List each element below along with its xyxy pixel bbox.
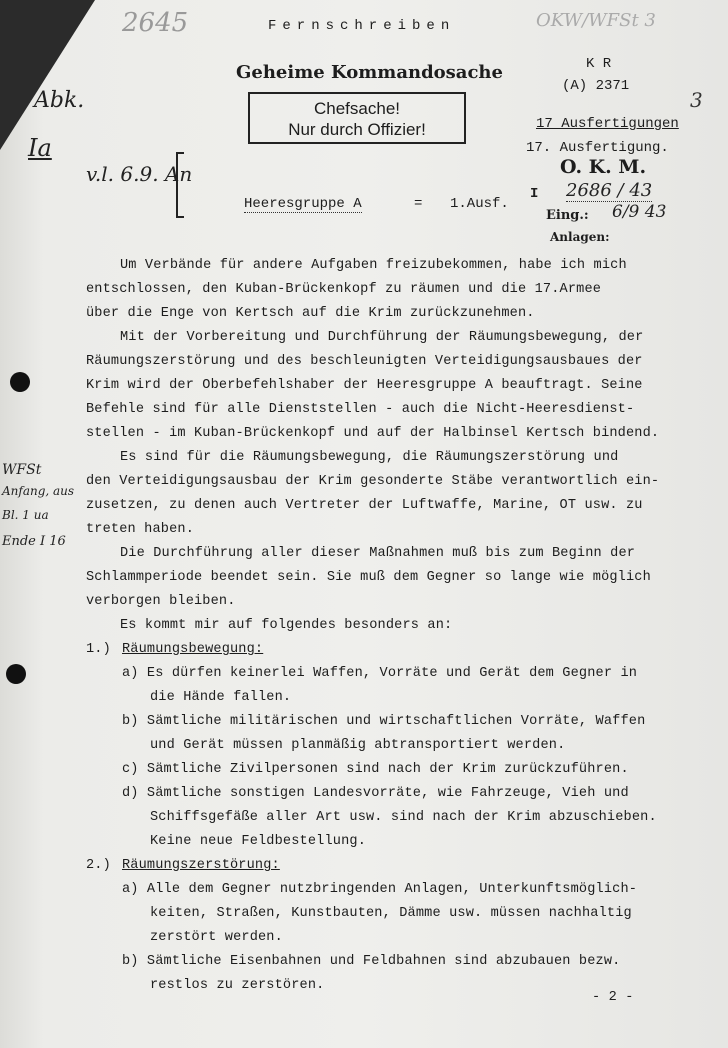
paragraph-line: stellen - im Kuban-Brückenkopf und auf der Halbinsel Kertsch bindend. xyxy=(86,426,660,441)
section-2-item: keiten, Straßen, Kunstbauten, Dämme usw. müssen nachhaltig xyxy=(150,906,632,921)
section-2-item: zerstört werden. xyxy=(150,930,283,945)
okm-label: O. K. M. xyxy=(560,156,647,178)
paragraph-line: den Verteidigungsausbau der Krim gesonderte Stäbe verantwortlich ein- xyxy=(86,474,660,489)
stamp-line-1: Chefsache! xyxy=(314,99,400,118)
section-1-item: Schiffsgefäße aller Art usw. sind nach der Krim abzuschieben. xyxy=(150,810,657,825)
paragraph-line: über die Enge von Kertsch auf die Krim zurückzunehmen. xyxy=(86,306,535,321)
reference-number: (A) 2371 xyxy=(562,78,630,94)
classification-heading: Geheime Kommandosache xyxy=(236,62,503,83)
okm-journal-number: 2686 / 43 xyxy=(566,180,653,201)
section-2-item: restlos zu zerstören. xyxy=(150,978,325,993)
section-2-item: b) Sämtliche Eisenbahnen und Feldbahnen sind abzubauen bezw. xyxy=(122,954,621,969)
anlagen-label: Anlagen: xyxy=(550,230,610,244)
kr-label: K R xyxy=(586,56,612,72)
copy-number: 17. Ausfertigung. xyxy=(526,140,669,156)
section-1-item: die Hände fallen. xyxy=(150,690,292,705)
chefsache-stamp xyxy=(248,92,466,144)
paragraph-line: Räumungszerstörung und des beschleunigten Verteidigungsausbaues der xyxy=(86,354,643,369)
section-2-number: 2.) xyxy=(86,858,111,873)
copies-count: 17 Ausfertigungen xyxy=(536,116,679,132)
paragraph-line: treten haben. xyxy=(86,522,194,537)
paragraph-line: verborgen bleiben. xyxy=(86,594,236,609)
ausfertigung-number: 1.Ausf. xyxy=(450,196,509,212)
paragraph-line: Um Verbände für andere Aufgaben freizubekommen, habe ich mich xyxy=(120,258,627,273)
paragraph-line: Schlammperiode beendet sein. Sie muß dem Gegner so lange wie möglich xyxy=(86,570,651,585)
eing-date: 6/9 43 xyxy=(612,202,667,222)
section-2-item: a) Alle dem Gegner nutzbringenden Anlagen, Unterkunftsmöglich- xyxy=(122,882,638,897)
section-2-title: Räumungszerstörung: xyxy=(122,858,280,873)
torn-corner xyxy=(0,0,95,150)
margin-note-3: Bl. 1 ua xyxy=(2,508,49,522)
section-1-item: c) Sämtliche Zivilpersonen sind nach der Krim zurückzuführen. xyxy=(122,762,629,777)
handwritten-top-number: 2645 xyxy=(122,8,189,38)
paragraph-line: Krim wird der Oberbefehlshaber der Heeresgruppe A beauftragt. Seine xyxy=(86,378,643,393)
margin-note-1: WFSt xyxy=(2,462,42,478)
section-1-item: und Gerät müssen planmäßig abtransportiert werden. xyxy=(150,738,566,753)
okm-prefix: I xyxy=(530,186,539,202)
section-1-item: b) Sämtliche militärischen und wirtschaftlichen Vorräte, Waffen xyxy=(122,714,646,729)
handwritten-initial: v.l. 6.9. An xyxy=(86,162,193,186)
punch-hole-top xyxy=(10,372,30,392)
section-1-number: 1.) xyxy=(86,642,111,657)
paragraph-line: Befehle sind für alle Dienststellen - auch die Nicht-Heeresdienst- xyxy=(86,402,635,417)
section-1-title: Räumungsbewegung: xyxy=(122,642,264,657)
paragraph-line: zusetzen, zu denen auch Vertreter der Luftwaffe, Marine, OT usw. zu xyxy=(86,498,643,513)
section-1-item: a) Es dürfen keinerlei Waffen, Vorräte und Gerät dem Gegner in xyxy=(122,666,638,681)
punch-hole-bottom xyxy=(6,664,26,684)
margin-note-2: Anfang, aus xyxy=(2,484,75,498)
stamp-line-2: Nur durch Offizier! xyxy=(288,120,426,139)
page-number: - 2 - xyxy=(592,990,634,1005)
equals-sign: = xyxy=(414,196,423,212)
section-1-item: Keine neue Feldbestellung. xyxy=(150,834,366,849)
eing-label: Eing.: xyxy=(546,208,589,223)
fernschreiben-heading: Fernschreiben xyxy=(268,18,456,34)
handwritten-ia: Ia xyxy=(28,134,52,162)
handwritten-top-right-note: OKW/WFSt 3 xyxy=(536,10,656,31)
recipient: Heeresgruppe A xyxy=(244,196,362,212)
section-1-item: d) Sämtliche sonstigen Landesvorräte, wie Fahrzeuge, Vieh und xyxy=(122,786,629,801)
handwritten-abk: Abk. xyxy=(34,88,85,113)
handwritten-top-right-number: 3 xyxy=(690,88,703,112)
margin-note-4: Ende I 16 xyxy=(2,534,66,549)
paragraph-line: Die Durchführung aller dieser Maßnahmen muß bis zum Beginn der xyxy=(120,546,636,561)
paragraph-line: Es sind für die Räumungsbewegung, die Räumungszerstörung und xyxy=(120,450,619,465)
paragraph-line: entschlossen, den Kuban-Brückenkopf zu räumen und die 17.Armee xyxy=(86,282,602,297)
handwritten-bracket xyxy=(176,152,184,218)
paragraph-line: Es kommt mir auf folgendes besonders an: xyxy=(120,618,453,633)
paragraph-line: Mit der Vorbereitung und Durchführung der Räumungsbewegung, der xyxy=(120,330,644,345)
